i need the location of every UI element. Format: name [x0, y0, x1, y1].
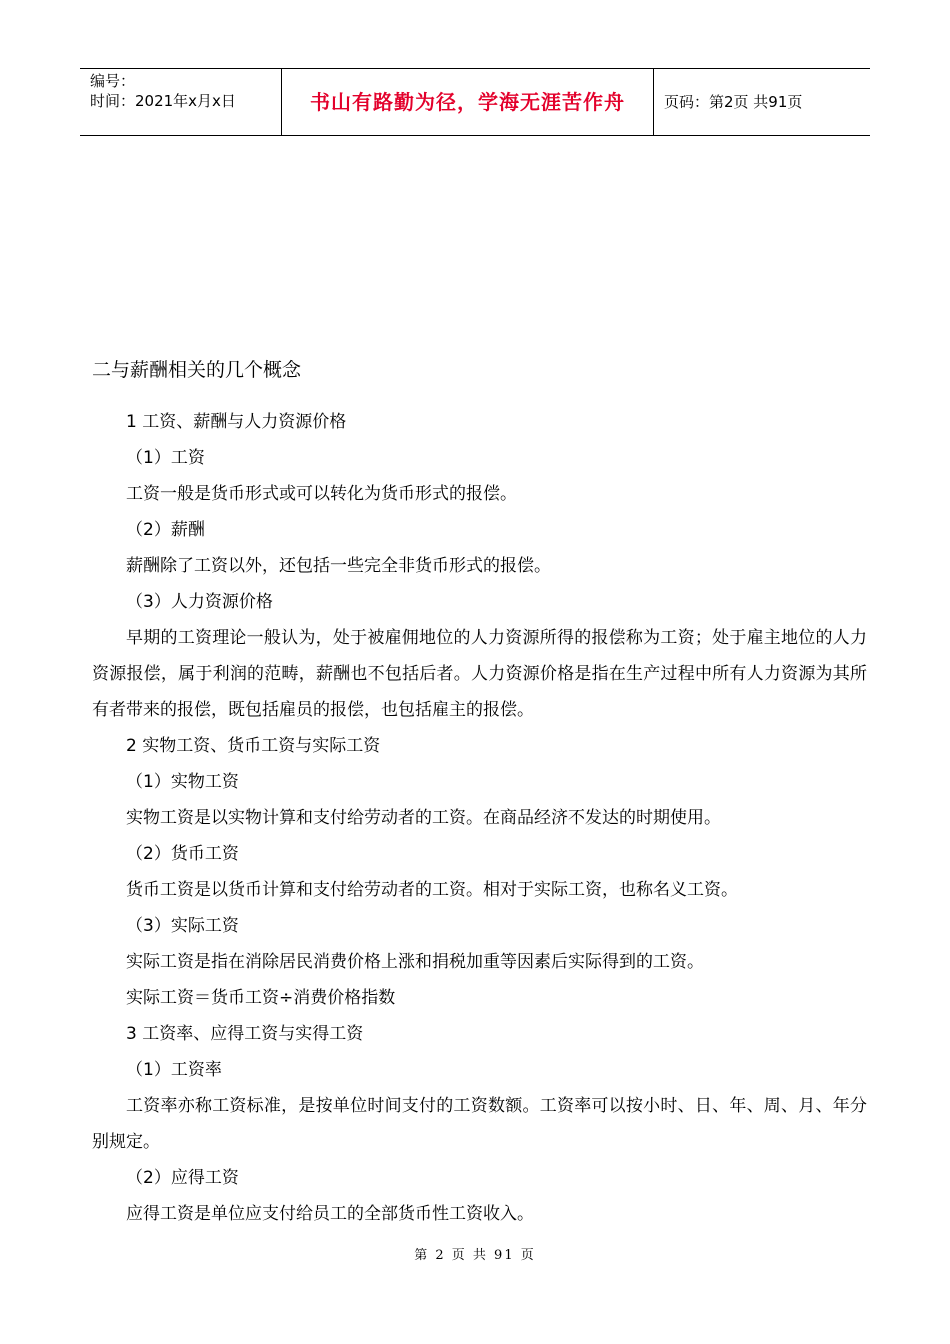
subsection-heading: 3 工资率、应得工资与实得工资 — [126, 1024, 364, 1044]
document-body — [92, 356, 867, 1232]
section-title: 二与薪酬相关的几个概念 — [92, 359, 302, 381]
document-time-label: 时间：2021年x月x日 — [90, 92, 236, 110]
page-header — [80, 68, 870, 136]
item-heading: （1）实物工资 — [126, 772, 239, 792]
body-paragraph: 工资率亦称工资标准，是按单位时间支付的工资数额。工资率可以按小时、日、年、周、月、年分别规定。 — [92, 1096, 867, 1152]
subsection-heading: 1 工资、薪酬与人力资源价格 — [126, 412, 347, 432]
document-number-label: 编号： — [90, 72, 136, 90]
body-paragraph: 应得工资是单位应支付给员工的全部货币性工资收入。 — [126, 1204, 534, 1224]
item-heading: （2）应得工资 — [126, 1168, 239, 1188]
item-heading: （3）实际工资 — [126, 916, 239, 936]
item-heading: （3）人力资源价格 — [126, 592, 273, 612]
subsection-heading: 2 实物工资、货币工资与实际工资 — [126, 736, 381, 756]
body-paragraph: 实物工资是以实物计算和支付给劳动者的工资。在商品经济不发达的时期使用。 — [126, 808, 721, 828]
body-paragraph: 工资一般是货币形式或可以转化为货币形式的报偿。 — [126, 484, 517, 504]
header-meta — [80, 69, 282, 135]
body-paragraph: 早期的工资理论一般认为，处于被雇佣地位的人力资源所得的报偿称为工资；处于雇主地位的人力资源报偿，属于利润的范畴，薪酬也不包括后者。人力资源价格是指在生产过程中所有人力资源为其所有者带来的报偿，既包括雇员的报偿，也包括雇主的报偿。 — [92, 628, 867, 720]
body-paragraph: 薪酬除了工资以外，还包括一些完全非货币形式的报偿。 — [126, 556, 551, 576]
page-footer: 第 2 页 共 91 页 — [414, 1248, 536, 1263]
header-page-info: 页码：第2页 共91页 — [664, 93, 803, 111]
item-heading: （1）工资 — [126, 448, 205, 468]
item-heading: （2）薪酬 — [126, 520, 205, 540]
body-paragraph: 货币工资是以货币计算和支付给劳动者的工资。相对于实际工资，也称名义工资。 — [126, 880, 738, 900]
item-heading: （1）工资率 — [126, 1060, 222, 1080]
formula: 实际工资＝货币工资÷消费价格指数 — [126, 988, 396, 1008]
body-paragraph: 实际工资是指在消除居民消费价格上涨和捐税加重等因素后实际得到的工资。 — [126, 952, 704, 972]
header-motto: 书山有路勤为径，学海无涯苦作舟 — [282, 69, 654, 135]
item-heading: （2）货币工资 — [126, 844, 239, 864]
